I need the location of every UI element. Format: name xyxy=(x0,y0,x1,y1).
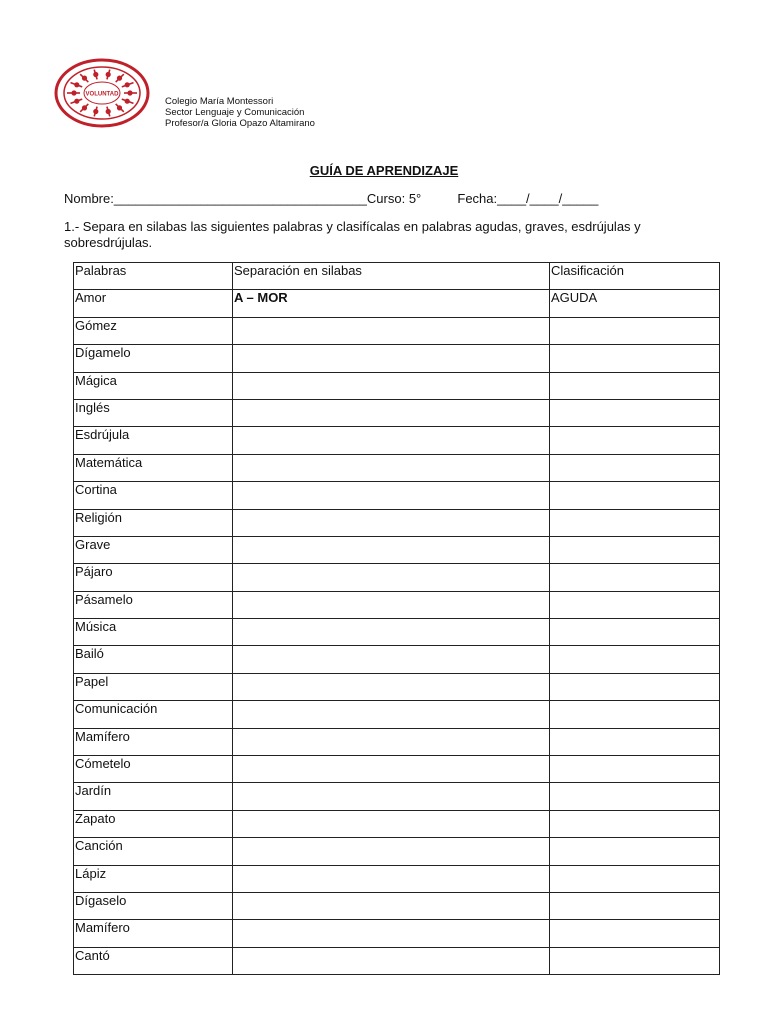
word-cell: Gómez xyxy=(74,317,233,344)
syllables-cell[interactable] xyxy=(233,564,550,591)
word-cell: Cantó xyxy=(74,947,233,974)
name-field[interactable]: ___________________________________ xyxy=(113,191,367,206)
page-title xyxy=(0,163,768,178)
course-label: Curso: 5° xyxy=(366,191,422,206)
word-cell: Religión xyxy=(74,509,233,536)
syllables-cell[interactable] xyxy=(233,427,550,454)
table-row xyxy=(74,536,720,563)
syllables-cell[interactable] xyxy=(233,728,550,755)
table-row xyxy=(74,591,720,618)
classification-cell[interactable] xyxy=(550,345,720,372)
table-row xyxy=(74,756,720,783)
syllables-cell[interactable] xyxy=(233,619,550,646)
word-cell: Canción xyxy=(74,838,233,865)
syllables-cell[interactable] xyxy=(233,865,550,892)
classification-cell[interactable] xyxy=(550,372,720,399)
classification-cell[interactable] xyxy=(550,728,720,755)
syllables-cell[interactable] xyxy=(233,838,550,865)
school-name: Colegio María Montessori xyxy=(165,96,274,107)
syllables-cell[interactable]: A – MOR xyxy=(233,290,550,317)
classification-cell[interactable] xyxy=(550,482,720,509)
word-cell: Amor xyxy=(74,290,233,317)
column-header-word: Palabras xyxy=(74,263,233,290)
classification-cell[interactable] xyxy=(550,701,720,728)
classification-cell[interactable] xyxy=(550,673,720,700)
classification-cell[interactable] xyxy=(550,783,720,810)
classification-cell[interactable] xyxy=(550,947,720,974)
syllables-cell[interactable] xyxy=(233,701,550,728)
word-cell: Dígamelo xyxy=(74,345,233,372)
table-row xyxy=(74,399,720,426)
table-row xyxy=(74,427,720,454)
table-row xyxy=(74,345,720,372)
table-row xyxy=(74,509,720,536)
date-label: Fecha: xyxy=(457,191,498,206)
classification-cell[interactable] xyxy=(550,509,720,536)
page-title-text: GUÍA DE APRENDIZAJE xyxy=(309,163,459,178)
date-field[interactable]: ____/____/_____ xyxy=(497,191,599,206)
table-row xyxy=(74,838,720,865)
syllables-cell[interactable] xyxy=(233,509,550,536)
classification-cell[interactable] xyxy=(550,536,720,563)
syllables-cell[interactable] xyxy=(233,372,550,399)
school-sector: Sector Lenguaje y Comunicación xyxy=(165,107,305,118)
classification-cell[interactable] xyxy=(550,756,720,783)
table-row xyxy=(74,920,720,947)
word-cell: Cómetelo xyxy=(74,756,233,783)
classification-cell[interactable] xyxy=(550,920,720,947)
syllables-cell[interactable] xyxy=(233,673,550,700)
word-cell: Pájaro xyxy=(74,564,233,591)
word-cell: Comunicación xyxy=(74,701,233,728)
word-cell: Lápiz xyxy=(74,865,233,892)
word-cell: Bailó xyxy=(74,646,233,673)
syllables-cell[interactable] xyxy=(233,892,550,919)
table-row xyxy=(74,482,720,509)
classification-cell[interactable] xyxy=(550,810,720,837)
word-cell: Música xyxy=(74,619,233,646)
table-row xyxy=(74,810,720,837)
word-cell: Mágica xyxy=(74,372,233,399)
table-row xyxy=(74,673,720,700)
syllables-cell[interactable] xyxy=(233,591,550,618)
table-row xyxy=(74,865,720,892)
table-row xyxy=(74,317,720,344)
syllables-cell[interactable] xyxy=(233,399,550,426)
table-row xyxy=(74,372,720,399)
syllables-cell[interactable] xyxy=(233,756,550,783)
table-row xyxy=(74,947,720,974)
word-cell: Pásamelo xyxy=(74,591,233,618)
student-fields xyxy=(64,191,598,206)
name-label: Nombre: xyxy=(64,191,114,206)
syllables-cell[interactable] xyxy=(233,482,550,509)
school-teacher: Profesor/a Gloria Opazo Altamirano xyxy=(165,118,315,129)
classification-cell[interactable] xyxy=(550,619,720,646)
classification-cell[interactable] xyxy=(550,646,720,673)
word-cell: Grave xyxy=(74,536,233,563)
classification-cell[interactable] xyxy=(550,591,720,618)
syllables-cell[interactable] xyxy=(233,454,550,481)
word-cell: Dígaselo xyxy=(74,892,233,919)
word-cell: Papel xyxy=(74,673,233,700)
syllables-cell[interactable] xyxy=(233,920,550,947)
syllables-cell[interactable] xyxy=(233,317,550,344)
classification-cell[interactable] xyxy=(550,454,720,481)
table-row xyxy=(74,564,720,591)
classification-cell[interactable] xyxy=(550,892,720,919)
word-cell: Jardín xyxy=(74,783,233,810)
syllables-cell[interactable] xyxy=(233,947,550,974)
school-info xyxy=(165,96,315,129)
table-row xyxy=(74,728,720,755)
table-row xyxy=(74,290,720,317)
school-logo xyxy=(54,58,150,128)
word-cell: Cortina xyxy=(74,482,233,509)
syllable-table xyxy=(73,262,720,975)
column-header-syllables: Separación en silabas xyxy=(233,263,550,290)
syllables-cell[interactable] xyxy=(233,810,550,837)
table-row xyxy=(74,619,720,646)
word-cell: Mamífero xyxy=(74,920,233,947)
syllables-cell[interactable] xyxy=(233,536,550,563)
table-row xyxy=(74,454,720,481)
classification-cell[interactable] xyxy=(550,317,720,344)
table-row xyxy=(74,783,720,810)
classification-cell[interactable] xyxy=(550,399,720,426)
table-header-row xyxy=(74,263,720,290)
instruction-text: 1.- Separa en silabas las siguientes palabras y clasifícalas en palabras agudas, graves, esdrújulas y sobresdrújulas. xyxy=(64,219,641,250)
column-header-classification: Clasificación xyxy=(550,263,720,290)
word-cell: Matemática xyxy=(74,454,233,481)
classification-cell[interactable]: AGUDA xyxy=(550,290,720,317)
syllables-cell[interactable] xyxy=(233,646,550,673)
classification-cell[interactable] xyxy=(550,564,720,591)
word-cell: Esdrújula xyxy=(74,427,233,454)
table-row xyxy=(74,892,720,919)
syllables-cell[interactable] xyxy=(233,783,550,810)
word-cell: Mamífero xyxy=(74,728,233,755)
table-row xyxy=(74,701,720,728)
word-cell: Inglés xyxy=(74,399,233,426)
logo-text: VOLUNTAD xyxy=(85,91,119,98)
syllables-cell[interactable] xyxy=(233,345,550,372)
word-cell: Zapato xyxy=(74,810,233,837)
classification-cell[interactable] xyxy=(550,427,720,454)
classification-cell[interactable] xyxy=(550,838,720,865)
table-row xyxy=(74,646,720,673)
classification-cell[interactable] xyxy=(550,865,720,892)
